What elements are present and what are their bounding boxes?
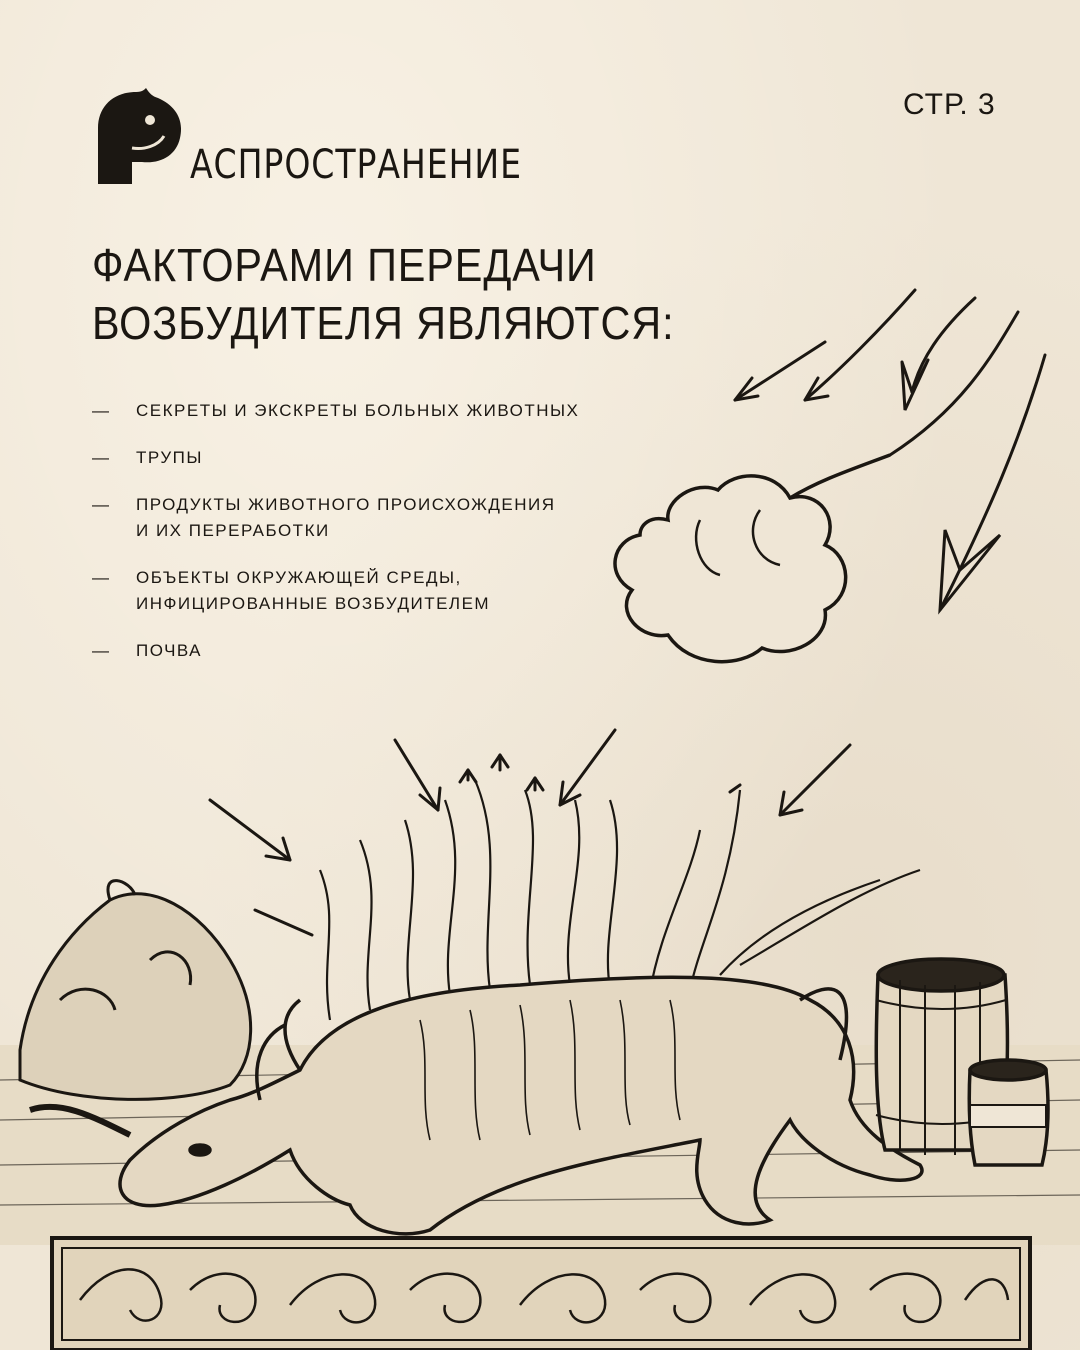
- list-dash: —: [92, 641, 111, 660]
- factor-text-line: ИНФИЦИРОВАННЫЕ ВОЗБУДИТЕЛЕМ: [136, 594, 491, 613]
- factor-text-line: ПОЧВА: [136, 641, 203, 660]
- section-heading: АСПРОСТРАНЕНИЕ: [190, 142, 522, 188]
- list-dash: —: [92, 401, 111, 420]
- intro-line-1: ФАКТОРАМИ ПЕРЕДАЧИ: [92, 239, 597, 291]
- list-dash: —: [92, 448, 111, 467]
- list-dash: —: [92, 495, 111, 514]
- intro-line-2: ВОЗБУДИТЕЛЯ ЯВЛЯЮТСЯ:: [92, 297, 675, 349]
- list-dash: —: [92, 568, 111, 587]
- factor-text-line: ПРОДУКТЫ ЖИВОТНОГО ПРОИСХОЖДЕНИЯ: [136, 495, 556, 514]
- factor-text-line: ОБЪЕКТЫ ОКРУЖАЮЩЕЙ СРЕДЫ,: [136, 568, 462, 587]
- factor-text-line: ТРУПЫ: [136, 448, 203, 467]
- factor-text-line: СЕКРЕТЫ И ЭКСКРЕТЫ БОЛЬНЫХ ЖИВОТНЫХ: [136, 401, 580, 420]
- barrels: [876, 959, 1048, 1165]
- page-number: СТР. 3: [903, 88, 996, 121]
- ornamental-border: [52, 1238, 1030, 1350]
- factor-text-line: И ИХ ПЕРЕРАБОТКИ: [136, 521, 330, 540]
